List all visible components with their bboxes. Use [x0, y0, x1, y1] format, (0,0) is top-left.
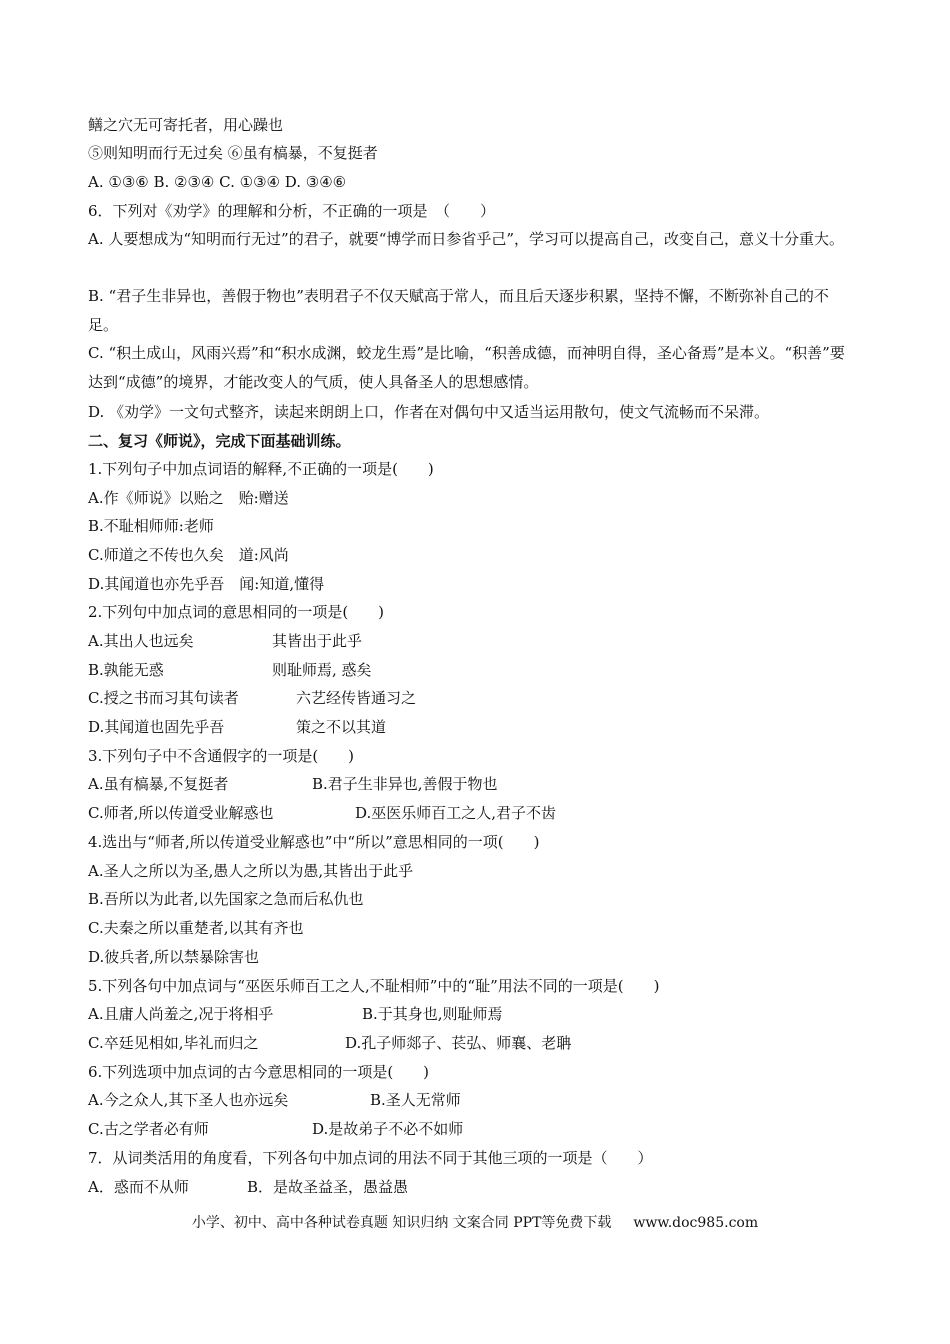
question-2: 2.下列句中加点词的意思相同的一项是( ) [88, 603, 385, 621]
question-5: 5.下列各句中加点词与“巫医乐师百工之人,不耻相师”中的“耻”用法不同的一项是( ) [88, 977, 660, 995]
question-6: 6．下列对《劝学》的理解和分析，不正确的一项是 （ ） [88, 202, 496, 220]
option-a: A.圣人之所以为圣,愚人之所以为愚,其皆出于此乎 [88, 862, 414, 880]
option-d: D.其闻道也亦先乎吾 闻:知道,懂得 [88, 575, 325, 593]
text-line: 鳝之穴无可寄托者，用心躁也 [88, 116, 284, 134]
section-heading: 二、复习《师说》，完成下面基础训练。 [88, 432, 351, 450]
option-b: B.于其身也,则耻师焉 [362, 1005, 503, 1023]
option-d-compare: 策之不以其道 [296, 718, 387, 736]
page-footer [0, 1213, 950, 1233]
option-c: C.师者,所以传道受业解惑也 [88, 804, 274, 822]
option-d: D.是故弟子不必不如师 [312, 1120, 464, 1138]
option-b: B.吾所以为此者,以先国家之急而后私仇也 [88, 890, 364, 908]
option-a: A.其出人也远矣 [88, 632, 194, 650]
option-c: C.师道之不传也久矣 道:风尚 [88, 546, 289, 564]
option-b-compare: 则耻师焉, 惑矣 [272, 661, 372, 679]
footer-text: 小学、初中、高中各种试卷真题 知识归纳 文案合同 PPT等免费下载 [191, 1215, 612, 1231]
footer-url[interactable]: www.doc985.com [633, 1215, 759, 1231]
option-a: A.虽有槁暴,不复挺者 [88, 775, 229, 793]
question-4: 4.选出与“师者,所以传道受业解惑也”中“所以”意思相同的一项( ) [88, 833, 540, 851]
option-b: B.不耻相师师:老师 [88, 517, 214, 535]
option-d: D.其闻道也固先乎吾 [88, 718, 225, 736]
option-c: C.授之书而习其句读者 [88, 689, 239, 707]
option-b: B．是故圣益圣，愚益愚 [247, 1178, 409, 1196]
option-a-compare: 其皆出于此乎 [272, 632, 363, 650]
option-c: C.夫秦之所以重楚者,以其有齐也 [88, 919, 304, 937]
question-7: 7．从词类活用的角度看，下列各句中加点词的用法不同于其他三项的一项是（ ） [88, 1149, 653, 1167]
option-c-compare: 六艺经传皆通习之 [296, 689, 417, 707]
option-d: D. 《劝学》一文句式整齐，读起来朗朗上口，作者在对偶句中又适当运用散句，使文气流畅而不呆滞。 [88, 403, 770, 421]
question-3: 3.下列句子中不含通假字的一项是( ) [88, 747, 355, 765]
option-b: B. “君子生非异也，善假于物也”表明君子不仅天赋高于常人，而且后天逐步积累，坚持不懈，不断弥补自己的不足。 [88, 287, 829, 334]
question-1: 1.下列句子中加点词语的解释,不正确的一项是( ) [88, 460, 434, 478]
option-c: C.卒廷见相如,毕礼而归之 [88, 1034, 259, 1052]
option-a: A.且庸人尚羞之,况于将相乎 [88, 1005, 274, 1023]
option-a: A．惑而不从师 [88, 1178, 189, 1196]
option-a: A. 人要想成为“知明而行无过”的君子，就要“博学而日参省乎己”，学习可以提高自己，改变自己，意义十分重大。 [88, 230, 845, 248]
option-a: A.作《师说》以贻之 贻:赠送 [88, 489, 289, 507]
option-a: A.今之众人,其下圣人也亦远矣 [88, 1091, 289, 1109]
option-b: B.圣人无常师 [370, 1091, 461, 1109]
option-d: D.孔子师郯子、苌弘、师襄、老聃 [345, 1034, 572, 1052]
option-c: C. “积土成山，风雨兴焉”和“积水成渊，蛟龙生焉”是比喻，“积善成德，而神明自得，圣心备焉”是本义。“积善”要达到“成德”的境界，才能改变人的气质，使人具备圣人的思想感情。 [88, 344, 845, 391]
answer-options: A. ①③⑥ B. ②③④ C. ①③④ D. ③④⑥ [88, 173, 347, 191]
question-6: 6.下列选项中加点词的古今意思相同的一项是( ) [88, 1063, 430, 1081]
option-d: D.彼兵者,所以禁暴除害也 [88, 948, 260, 966]
option-c: C.古之学者必有师 [88, 1120, 209, 1138]
option-b: B.孰能无惑 [88, 661, 164, 679]
option-d: D.巫医乐师百工之人,君子不齿 [355, 804, 557, 822]
text-line: ⑤则知明而行无过矣 ⑥虽有槁暴，不复挺者 [88, 144, 378, 162]
option-b: B.君子生非异也,善假于物也 [312, 775, 498, 793]
